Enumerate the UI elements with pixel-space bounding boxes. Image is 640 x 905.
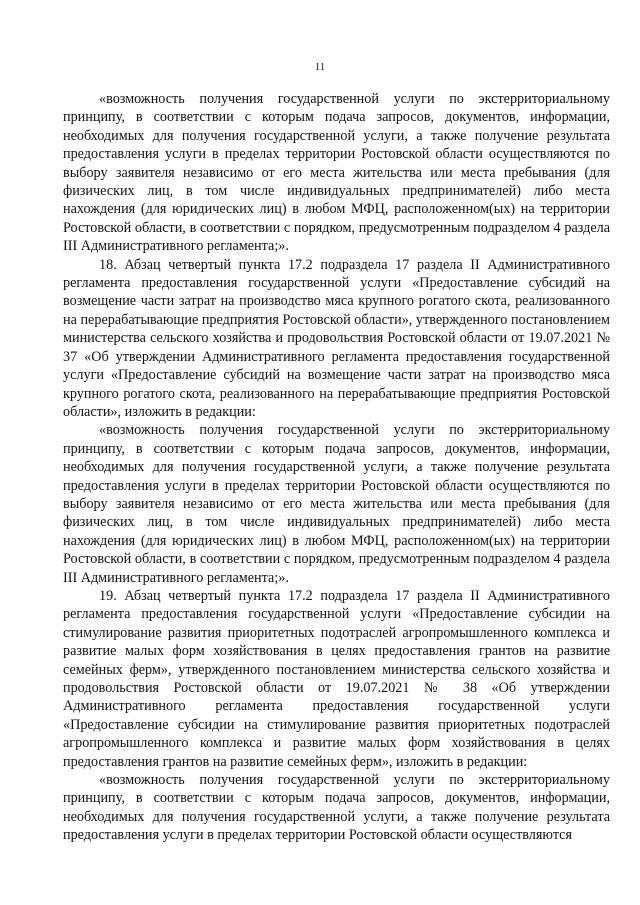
paragraph-quoted-text-1: «возможность получения государственной услуги по экстерриториальному принципу, в соответствии с которым подача запросов, документов, информации, необходимых для получения государственной услуги, а также получение результата предоставления услуги в пределах территории Ростовской области осуществляются по выбору заявителя независимо от его места жительства или места пребывания (для физических лиц, в том числе индивидуальных предпринимателей) либо места нахождения (для юридических лиц) в любом МФЦ, расположенном(ых) на территории Ростовской области, в соответствии с порядком, предусмотренным подразделом 4 раздела III Административного регламента;».	[63, 91, 610, 255]
paragraph-quoted-text-2: «возможность получения государственной услуги по экстерриториальному принципу, в соответствии с которым подача запросов, документов, информации, необходимых для получения государственной услуги, а также получение результата предоставления услуги в пределах территории Ростовской области осуществляются по выбору заявителя независимо от его места жительства или места пребывания (для физических лиц, в том числе индивидуальных предпринимателей) либо места нахождения (для юридических лиц) в любом МФЦ, расположенном(ых) на территории Ростовской области, в соответствии с порядком, предусмотренным подразделом 4 раздела III Административного регламента;».	[63, 422, 610, 586]
paragraph-item-18: 18. Абзац четвертый пункта 17.2 подраздела 17 раздела II Административного регламента предоставления государственной услуги «Предоставление субсидий на возмещение части затрат на производство мяса крупного рогатого скота, реализованного на перерабатывающие предприятия Ростовской области», утвержденного постановлением министерства сельского хозяйства и продовольствия Ростовской области от 19.07.2021 № 37 «Об утверждении Административного регламента предоставления государственной услуги «Предоставление субсидий на возмещение части затрат на производство мяса крупного рогатого скота, реализованного на перерабатывающие предприятия Ростовской области», изложить в редакции:	[63, 256, 610, 420]
paragraph-quoted-text-3: «возможность получения государственной услуги по экстерриториальному принципу, в соответствии с которым подача запросов, документов, информации, необходимых для получения государственной услуги, а также получение результата предоставления услуги в пределах территории Ростовской области осуществляются	[63, 772, 610, 844]
page-number: 11	[314, 61, 326, 73]
paragraph-item-19: 19. Абзац четвертый пункта 17.2 подраздела 17 раздела II Административного регламента предоставления государственной услуги «Предоставление субсидии на стимулирование развития приоритетных подотраслей агропромышленного комплекса и развитие малых форм хозяйствования в целях предоставления грантов на развитие семейных ферм», утвержденного постановлением министерства сельского хозяйства и продовольствия Ростовской области от 19.07.2021 № 38 «Об утверждении Административного регламента предоставления государственной услуги «Предоставление субсидии на стимулирование развития приоритетных подотраслей агропромышленного комплекса и развитие малых форм хозяйствования в целях предоставления грантов на развитие семейных ферм», изложить в редакции:	[63, 587, 610, 770]
document-body	[63, 90, 610, 845]
